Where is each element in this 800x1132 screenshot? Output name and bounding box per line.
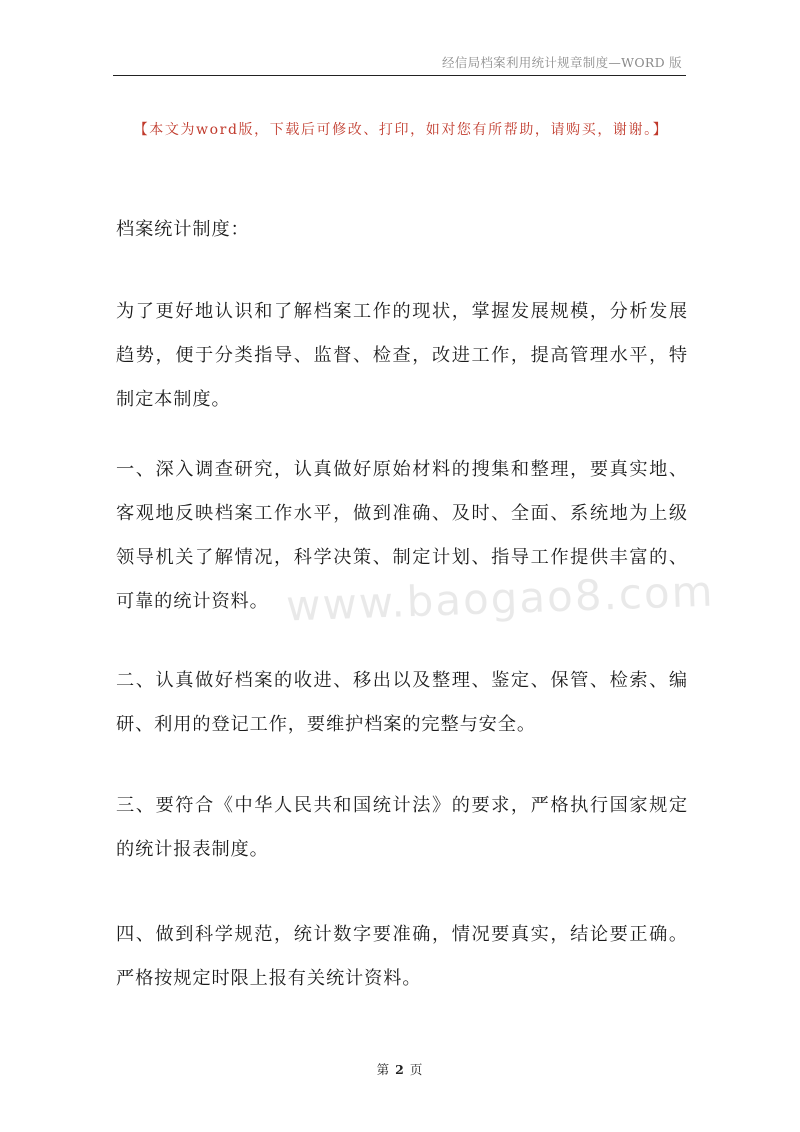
purchase-notice: 【本文为word版，下载后可修改、打印，如对您有所帮助，请购买，谢谢。】 bbox=[133, 122, 669, 138]
paragraph-item-3: 三、要符合《中华人民共和国统计法》的要求，严格执行国家规定的统计报表制度。 bbox=[116, 795, 688, 860]
paragraph-intro: 为了更好地认识和了解档案工作的现状，掌握发展规模，分析发展趋势，便于分类指导、监督、检查，改进工作，提高管理水平，特制定本制度。 bbox=[116, 301, 688, 410]
watermark: www.baogao8.com bbox=[285, 566, 716, 631]
paragraph-item-1: 一、深入调查研究，认真做好原始材料的搜集和整理，要真实地、客观地反映档案工作水平，做到准确、及时、全面、系统地为上级领导机关了解情况，科学决策、制定计划、指导工作提供丰富的、可靠的统计资料。 bbox=[116, 459, 688, 612]
paragraph-item-4: 四、做到科学规范，统计数字要准确，情况要真实，结论要正确。严格按规定时限上报有关统计资料。 bbox=[116, 924, 688, 989]
paragraph-item-2: 二、认真做好档案的收进、移出以及整理、鉴定、保管、检索、编研、利用的登记工作，要维护档案的完整与安全。 bbox=[116, 670, 688, 735]
page-number: 2 bbox=[395, 1062, 405, 1077]
page-header bbox=[113, 51, 686, 76]
header-title: 经信局档案利用统计规章制度—WORD 版 bbox=[441, 55, 682, 70]
footer-prefix: 第 bbox=[376, 1062, 391, 1077]
page-footer bbox=[0, 1060, 800, 1078]
document-title: 档案统计制度： bbox=[116, 219, 250, 240]
footer-suffix: 页 bbox=[409, 1062, 424, 1077]
